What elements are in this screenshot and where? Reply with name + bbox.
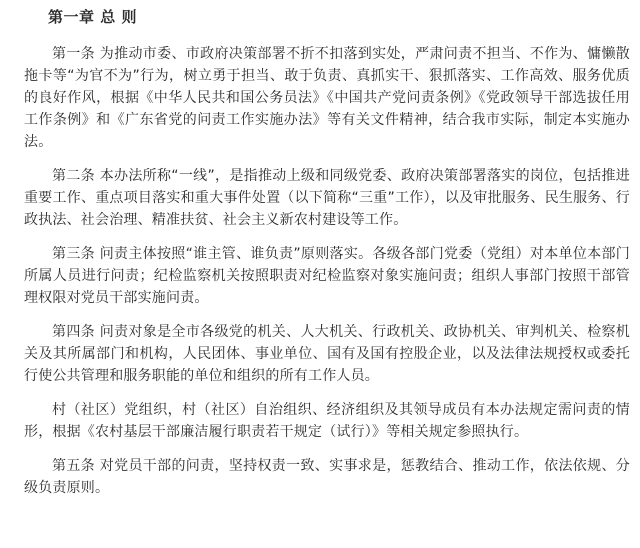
article-1-paragraph: 第一条 为推动市委、市政府决策部署不折不扣落到实处，严肃问责不担当、不作为、慵懒散拖卡等“为官不为”行为，树立勇于担当、敢于负责、真抓实干、狠抓落实、工作高效、服务优质的良好作风，根据《中华人民共和国公务员法》《中国共产党问责条例》《党政领导干部选拔任用工作条例》和《广东省党的问责工作实施办法》等有关文件精神，结合我市实际，制定本实施办法。 <box>24 46 630 150</box>
article-2-paragraph: 第二条 本办法所称“一线”，是指推动上级和同级党委、政府决策部署落实的岗位，包括推进重要工作、重点项目落实和重大事件处置（以下简称“三重”工作），以及审批服务、民生服务、行政执法、社会治理、精准扶贫、社会主义新农村建设等工作。 <box>24 168 630 228</box>
chapter-title: 第一章 总 则 <box>48 8 137 26</box>
article-4-supplement-paragraph: 村（社区）党组织，村（社区）自治组织、经济组织及其领导成员有本办法规定需问责的情形，根据《农村基层干部廉洁履行职责若干规定（试行）》等相关规定参照执行。 <box>24 402 630 440</box>
article-3-paragraph: 第三条 问责主体按照“谁主管、谁负责”原则落实。各级各部门党委（党组）对本单位本部门所属人员进行问责；纪检监察机关按照职责对纪检监察对象实施问责；组织人事部门按照干部管理权限对党员干部实施问责。 <box>24 246 630 306</box>
article-4-paragraph: 第四条 问责对象是全市各级党的机关、人大机关、行政机关、政协机关、审判机关、检察机关及其所属部门和机构，人民团体、事业单位、国有及国有控股企业，以及法律法规授权或委托行使公共管理和服务职能的单位和组织的所有工作人员。 <box>24 324 630 384</box>
article-5-paragraph: 第五条 对党员干部的问责，坚持权责一致、实事求是，惩教结合、推动工作，依法依规、分级负责原则。 <box>24 458 630 496</box>
